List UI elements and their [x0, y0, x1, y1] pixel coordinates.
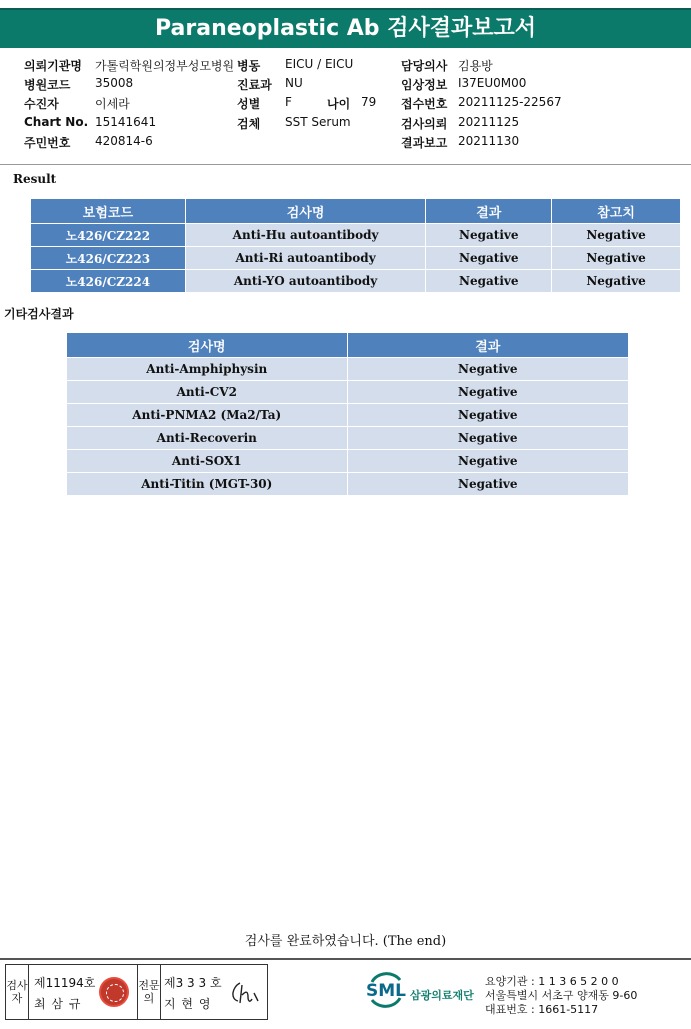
insurance-code: 노426/CZ222	[31, 224, 186, 247]
test-name: Anti-CV2	[67, 381, 348, 404]
col-header-code: 보험코드	[31, 199, 186, 224]
test-name: Anti-Recoverin	[67, 427, 348, 450]
col-header-reference: 참고치	[552, 199, 681, 224]
specialist-license: 제3 3 3 호	[164, 976, 222, 990]
agency-number: 요양기관 : 1 1 3 6 5 2 0 0	[485, 975, 619, 988]
table-row	[67, 427, 629, 450]
logo-text: SML	[366, 981, 406, 1001]
sex-value: F	[285, 95, 292, 109]
test-name: Anti-YO autoantibody	[185, 270, 426, 293]
resident-label: 주민번호	[24, 136, 71, 150]
specimen-value: SST Serum	[285, 115, 351, 129]
examiner-name: 최 삼 규	[34, 997, 82, 1011]
table-row	[67, 381, 629, 404]
test-name: Anti-Titin (MGT-30)	[67, 473, 348, 496]
test-name: Anti-Ri autoantibody	[185, 247, 426, 270]
dept-value: NU	[285, 76, 303, 90]
specialist-name: 지 현 영	[164, 997, 212, 1011]
age-value: 79	[361, 95, 377, 109]
reference-value: Negative	[552, 247, 681, 270]
seal-stamp-icon	[99, 977, 129, 1007]
chart-label: Chart No.	[24, 115, 89, 129]
table-row	[31, 224, 681, 247]
insurance-code: 노426/CZ224	[31, 270, 186, 293]
reference-value: Negative	[552, 270, 681, 293]
table-row	[67, 404, 629, 427]
report-label: 결과보고	[401, 136, 448, 150]
col-header-test: 검사명	[185, 199, 426, 224]
test-result: Negative	[347, 450, 628, 473]
hospital-code-label: 병원코드	[24, 78, 71, 92]
test-result: Negative	[426, 224, 552, 247]
institution-label: 의뢰기관명	[24, 59, 82, 73]
report-title-bar	[0, 8, 691, 48]
table-row	[67, 473, 629, 496]
report-title: Paraneoplastic Ab 검사결과보고서	[155, 16, 536, 41]
sex-label: 성별	[237, 97, 261, 111]
receipt-label: 접수번호	[401, 97, 448, 111]
examiner-label: 검사자	[6, 965, 29, 1019]
table-row	[67, 358, 629, 381]
other-section-title: 기타검사결과	[4, 307, 74, 321]
specialist-label: 전문의	[137, 965, 161, 1019]
ward-label: 병동	[237, 59, 261, 73]
hospital-code-value: 35008	[95, 76, 134, 90]
test-result: Negative	[347, 473, 628, 496]
request-label: 검사의뢰	[401, 117, 448, 131]
test-result: Negative	[426, 247, 552, 270]
test-name: Anti-Hu autoantibody	[185, 224, 426, 247]
test-result: Negative	[347, 381, 628, 404]
footer-divider	[0, 958, 691, 960]
clinical-value: I37EU0M00	[458, 76, 527, 90]
signature-box	[5, 964, 268, 1020]
clinical-label: 임상정보	[401, 78, 448, 92]
age-label: 나이	[327, 97, 351, 111]
reference-value: Negative	[552, 224, 681, 247]
ward-value: EICU / EICU	[285, 57, 354, 71]
recipient-value: 이세라	[95, 97, 130, 111]
receipt-value: 20211125-22567	[458, 95, 562, 109]
recipient-label: 수진자	[24, 97, 59, 111]
institution-value: 가톨릭학원의정부성모병원	[95, 59, 235, 73]
test-name: Anti-Amphiphysin	[67, 358, 348, 381]
other-results-table	[66, 332, 629, 496]
report-value: 20211130	[458, 134, 520, 148]
end-of-report-text: 검사를 완료하였습니다. (The end)	[244, 934, 447, 949]
test-name: Anti-PNMA2 (Ma2/Ta)	[67, 404, 348, 427]
request-value: 20211125	[458, 115, 520, 129]
test-result: Negative	[347, 358, 628, 381]
test-result: Negative	[426, 270, 552, 293]
examiner-license: 제11194호	[34, 976, 96, 990]
doctor-label: 담당의사	[401, 59, 448, 73]
result-section-title: Result	[13, 172, 57, 186]
specimen-label: 검체	[237, 117, 261, 131]
resident-value: 420814-6	[95, 134, 153, 148]
result-table	[30, 198, 681, 293]
col-header-result: 결과	[426, 199, 552, 224]
header-divider	[0, 164, 691, 165]
chart-value: 15141641	[95, 115, 157, 129]
insurance-code: 노426/CZ223	[31, 247, 186, 270]
col-header-result: 결과	[347, 333, 628, 358]
table-row	[67, 450, 629, 473]
doctor-value: 김용방	[458, 59, 493, 73]
test-result: Negative	[347, 427, 628, 450]
table-row	[31, 270, 681, 293]
signature-icon	[228, 979, 262, 1007]
dept-label: 진료과	[237, 78, 272, 92]
table-row	[31, 247, 681, 270]
test-result: Negative	[347, 404, 628, 427]
phone-number: 대표번호 : 1661-5117	[485, 1003, 599, 1016]
address: 서울특별시 서초구 양재동 9-60	[485, 989, 638, 1002]
organization-name: 삼광의료재단	[410, 989, 474, 1002]
test-name: Anti-SOX1	[67, 450, 348, 473]
col-header-test: 검사명	[67, 333, 348, 358]
